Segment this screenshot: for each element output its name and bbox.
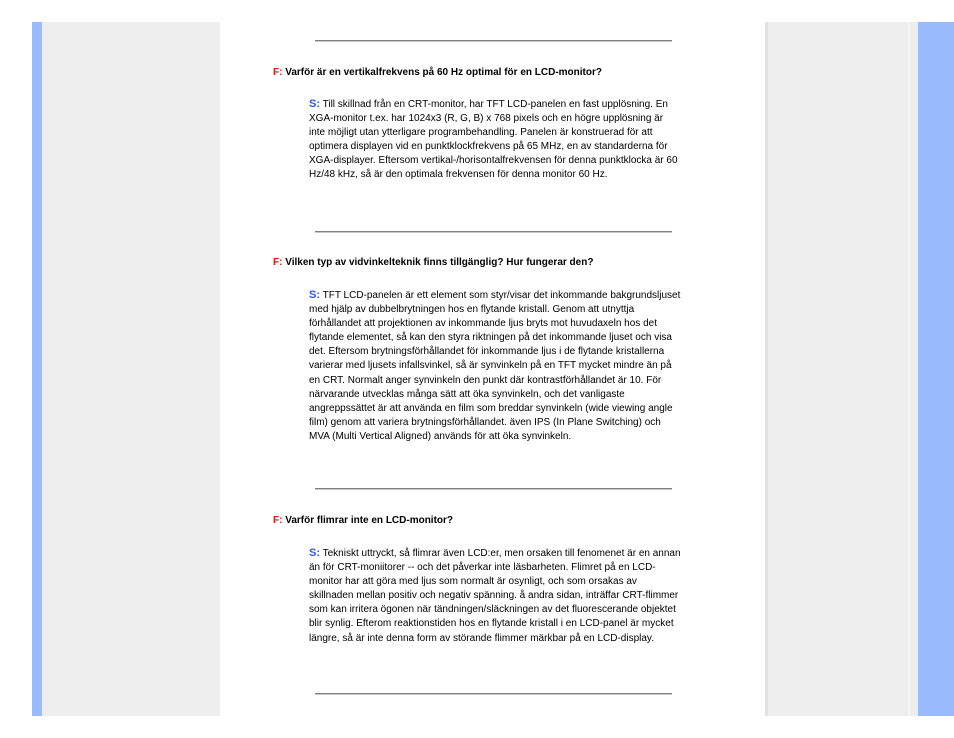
- answer-text: Tekniskt uttryckt, så flimrar även LCD:er, men orsaken till fenomenet är en annan än för CRT-moniitorer -- och det påverkar inte läsbarheten. Flimret på en LCD-monitor har att göra med ljus som normalt är osynligt, och som orsakas av skillnaden mellan positiv och negativ spänning. å andra sidan, inträffar CRT-flimmer som kan irritera ögonen när tändningen/släckningen av det fluorescerande objektet blir synlig. Efterom reaktionstiden hos en flytande kristall i en LCD-panel är mycket längre, så är inte denna form av störande flimmer märkbar på en LCD-display.: [309, 548, 681, 644]
- right-sidebar: [765, 22, 918, 716]
- right-sidebar-divider: [908, 22, 910, 716]
- answer-text: TFT LCD-panelen är ett element som styr/visar det inkommande bakgrundsljuset med hjälp av dubbelbrytningen hos en flytande kristall. Genom att utnyttja förhållandet att projektionen av inkommande ljus bryts mot huvudaxeln hos det flytande elementet, så kan den styra riktningen på det inkommande ljuset och visa det. Eftersom brytningsförhållandet för inkommande ljus i de flytande kristallerna varierar med ljusets infallsvinkel, så är synvinkeln på en TFT mycket mindre än på en CRT. Normalt anger synvinkeln den punkt där kontrastförhållandet är 10. För närvarande utvecklas många sätt att öka synvinkeln, och det vanligaste angreppssättet är att använda en film som breddar synvinkeln (wide viewing angle film) genom att variera brytningsförhållandet. även IPS (In Plane Switching) och MVA (Multi Vertical Aligned) används för att öka synvinkeln.: [309, 290, 681, 442]
- question-prefix: F:: [273, 257, 283, 268]
- question-prefix: F:: [273, 67, 283, 78]
- faq-answer-1: [309, 97, 681, 183]
- divider-1: [315, 231, 672, 233]
- divider-bottom: [315, 693, 672, 695]
- faq-question-2: [273, 256, 693, 269]
- left-sidebar-accent: [32, 22, 42, 716]
- question-text: Vilken typ av vidvinkelteknik finns tillgänglig? Hur fungerar den?: [285, 257, 594, 268]
- question-text: Varför flimrar inte en LCD-monitor?: [285, 515, 454, 526]
- faq-question-1: [273, 66, 693, 79]
- divider-top: [315, 40, 672, 42]
- right-sidebar-accent: [918, 22, 954, 716]
- left-sidebar: [42, 22, 220, 716]
- answer-prefix: S:: [309, 289, 320, 301]
- answer-prefix: S:: [309, 98, 320, 110]
- question-prefix: F:: [273, 515, 283, 526]
- question-text: Varför är en vertikalfrekvens på 60 Hz optimal för en LCD-monitor?: [285, 67, 602, 78]
- faq-answer-3: [309, 546, 681, 646]
- faq-question-3: [273, 514, 693, 527]
- faq-answer-2: [309, 288, 681, 444]
- answer-prefix: S:: [309, 547, 320, 559]
- answer-text: Till skillnad från en CRT-monitor, har TFT LCD-panelen en fast upplösning. En XGA-monitor t.ex. har 1024x3 (R, G, B) x 768 pixels och en högre upplösning är inte möjligt utan ytterligare programbehandling. Panelen är konstruerad för att optimera displayen vid en punktklockfrekvens på 65 MHz, en av standarderna för XGA-displayer. Eftersom vertikal-/horisontalfrekvensen för denna punktklocka är 60 Hz/48 kHz, så är den optimala frekvensen för denna monitor 60 Hz.: [309, 99, 678, 181]
- divider-2: [315, 488, 672, 490]
